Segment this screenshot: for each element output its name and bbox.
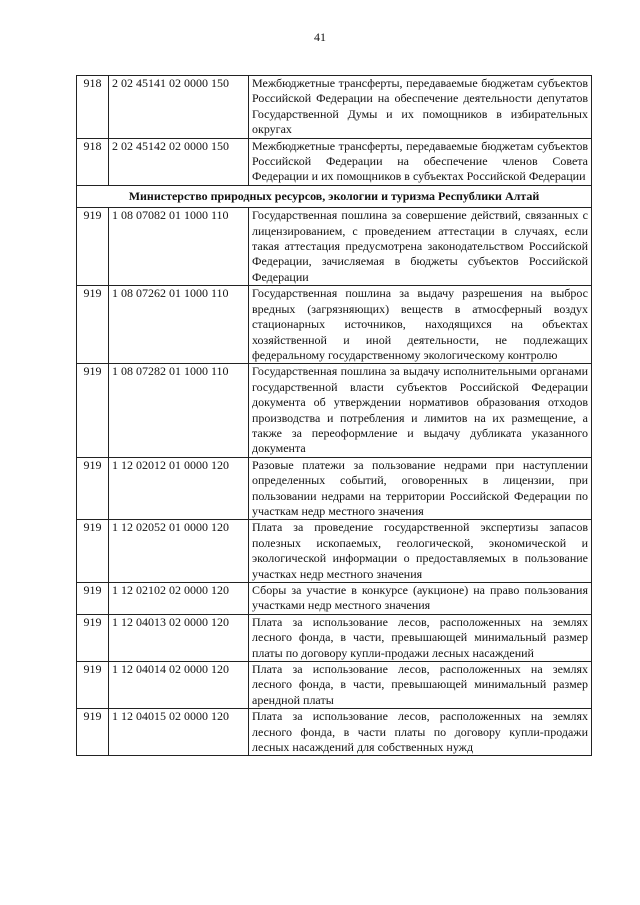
description-cell: Государственная пошлина за выдачу исполнительными органами государственной власти субъектов Российской Федерации документа об утверждении нормативов образования отходов производства и потребления и лимитов на их размещение, а также за переоформление и выдачу дубликата указанного документа [249,364,592,457]
kbk-code-cell: 1 12 02052 01 0000 120 [109,520,249,583]
description-cell: Плата за использование лесов, расположенных на землях лесного фонда, в части платы по договору купли-продажи лесных насаждений для собственных нужд [249,709,592,756]
description-cell: Государственная пошлина за совершение действий, связанных с лицензированием, с проведением аттестации в случаях, если такая аттестация предусмотрена законодательством Российской Федерации, зачисляемая в бюджеты субъектов Российской Федерации [249,208,592,286]
admin-code-cell: 919 [77,662,109,709]
section-title: Министерство природных ресурсов, экологии и туризма Республики Алтай [77,185,592,207]
kbk-code-cell: 1 08 07282 01 1000 110 [109,364,249,457]
kbk-code-cell: 1 08 07262 01 1000 110 [109,286,249,364]
description-cell: Разовые платежи за пользование недрами при наступлении определенных событий, оговоренных в лицензии, при пользовании недрами на территории Российской Федерации по участкам недр местного значения [249,457,592,520]
table-row [77,662,592,709]
admin-code-cell: 919 [77,208,109,286]
table-row [77,364,592,457]
table-row [77,76,592,139]
table-row [77,583,592,615]
admin-code-cell: 919 [77,709,109,756]
description-cell: Государственная пошлина за выдачу разрешения на выброс вредных (загрязняющих) веществ в атмосферный воздух стационарных источников, находящихся на объектах хозяйственной и иной деятельности, не подлежащих федеральному государственному экологическому контролю [249,286,592,364]
page-number: 41 [314,30,326,44]
admin-code-cell: 919 [77,583,109,615]
admin-code-cell: 918 [77,138,109,185]
table-row [77,208,592,286]
table-row [77,614,592,661]
kbk-code-cell: 1 08 07082 01 1000 110 [109,208,249,286]
kbk-code-cell: 1 12 04013 02 0000 120 [109,614,249,661]
admin-code-cell: 919 [77,520,109,583]
admin-code-cell: 918 [77,76,109,139]
table-row [77,520,592,583]
admin-code-cell: 919 [77,364,109,457]
description-cell: Межбюджетные трансферты, передаваемые бюджетам субъектов Российской Федерации на обеспечение деятельности депутатов Государственной Думы и их помощников в избирательных округах [249,76,592,139]
kbk-code-cell: 2 02 45141 02 0000 150 [109,76,249,139]
description-cell: Сборы за участие в конкурсе (аукционе) на право пользования участками недр местного значения [249,583,592,615]
section-header-row [77,185,592,207]
admin-code-cell: 919 [77,286,109,364]
budget-classification-table [76,75,592,756]
description-cell: Плата за проведение государственной экспертизы запасов полезных ископаемых, геологической, экономической и экологической информации о предоставляемых в пользование участках недр местного значения [249,520,592,583]
table-row [77,286,592,364]
table-row [77,138,592,185]
description-cell: Межбюджетные трансферты, передаваемые бюджетам субъектов Российской Федерации на обеспечение членов Совета Федерации и их помощников в субъектах Российской Федерации [249,138,592,185]
table-row [77,709,592,756]
kbk-code-cell: 1 12 04014 02 0000 120 [109,662,249,709]
kbk-code-cell: 1 12 02102 02 0000 120 [109,583,249,615]
description-cell: Плата за использование лесов, расположенных на землях лесного фонда, в части, превышающей минимальный размер платы по договору купли-продажи лесных насаждений [249,614,592,661]
admin-code-cell: 919 [77,614,109,661]
table-row [77,457,592,520]
kbk-code-cell: 1 12 02012 01 0000 120 [109,457,249,520]
kbk-code-cell: 2 02 45142 02 0000 150 [109,138,249,185]
kbk-code-cell: 1 12 04015 02 0000 120 [109,709,249,756]
admin-code-cell: 919 [77,457,109,520]
description-cell: Плата за использование лесов, расположенных на землях лесного фонда, в части, превышающей минимальный размер арендной платы [249,662,592,709]
